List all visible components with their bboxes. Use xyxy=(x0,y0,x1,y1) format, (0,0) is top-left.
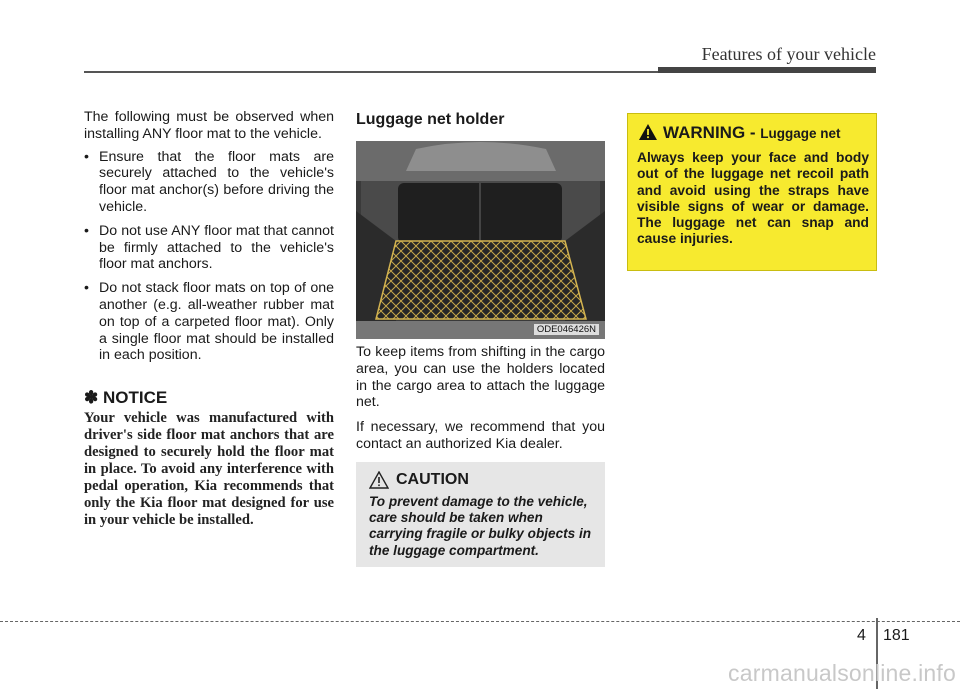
page-number: 181 xyxy=(883,627,910,644)
running-header: Features of your vehicle xyxy=(701,44,876,64)
warning-box xyxy=(627,113,877,271)
section-heading: Luggage net holder xyxy=(356,111,505,128)
paragraph: If necessary, we recommend that you contact an authorized Kia dealer. xyxy=(356,419,605,452)
caution-box xyxy=(356,462,605,567)
intro-paragraph: The following must be observed when installing ANY floor mat to the vehicle. xyxy=(84,109,334,142)
warning-label: WARNING - xyxy=(663,123,756,142)
caution-body: To prevent damage to the vehicle, care should be taken when carrying fragile or bulky objects in the luggage compartment. xyxy=(369,494,592,558)
luggage-net-text xyxy=(356,344,605,461)
floor-mat-list xyxy=(84,149,334,365)
notice-heading: ✽ NOTICE xyxy=(84,388,168,407)
cargo-area-illustration xyxy=(356,141,605,339)
list-item: • Do not use ANY floor mat that cannot be firmly attached to the vehicle's floor mat anchors. xyxy=(84,223,334,273)
chapter-number: 4 xyxy=(857,627,866,644)
warning-body: Always keep your face and body out of the luggage net recoil path and avoid using the straps have visible signs of wear or damage. The luggage net can snap and cause injuries. xyxy=(637,150,869,247)
paragraph: To keep items from shifting in the cargo area, you can use the holders located in the cargo area to attach the luggage net. xyxy=(356,344,605,411)
header-rule-accent xyxy=(658,67,876,73)
list-item: • Ensure that the floor mats are securely attached to the vehicle's floor mat anchor(s) before driving the vehicle. xyxy=(84,149,334,216)
list-item: • Do not stack floor mats on top of one another (e.g. all-weather rubber mat on top of a carpeted floor mat). Only a single floor mat should be installed in each position. xyxy=(84,280,334,364)
caution-heading: CAUTION xyxy=(396,471,469,488)
image-code: ODE046426N xyxy=(534,324,599,335)
warning-subtitle: Luggage net xyxy=(760,126,841,141)
watermark: carmanualsonline.info xyxy=(728,660,956,686)
header-rule xyxy=(84,71,658,73)
caution-triangle-icon xyxy=(369,471,389,489)
notice-body: Your vehicle was manufactured with driver's side floor mat anchors that are designed to securely hold the floor mat in place. To avoid any interference with pedal operation, Kia recommends that only the Kia floor mat designed for use in your vehicle be installed. xyxy=(84,410,334,528)
luggage-net-photo xyxy=(356,141,605,339)
footer-rule xyxy=(0,621,960,622)
warning-heading xyxy=(663,123,841,143)
left-column xyxy=(84,109,334,371)
warning-triangle-icon xyxy=(638,123,658,141)
